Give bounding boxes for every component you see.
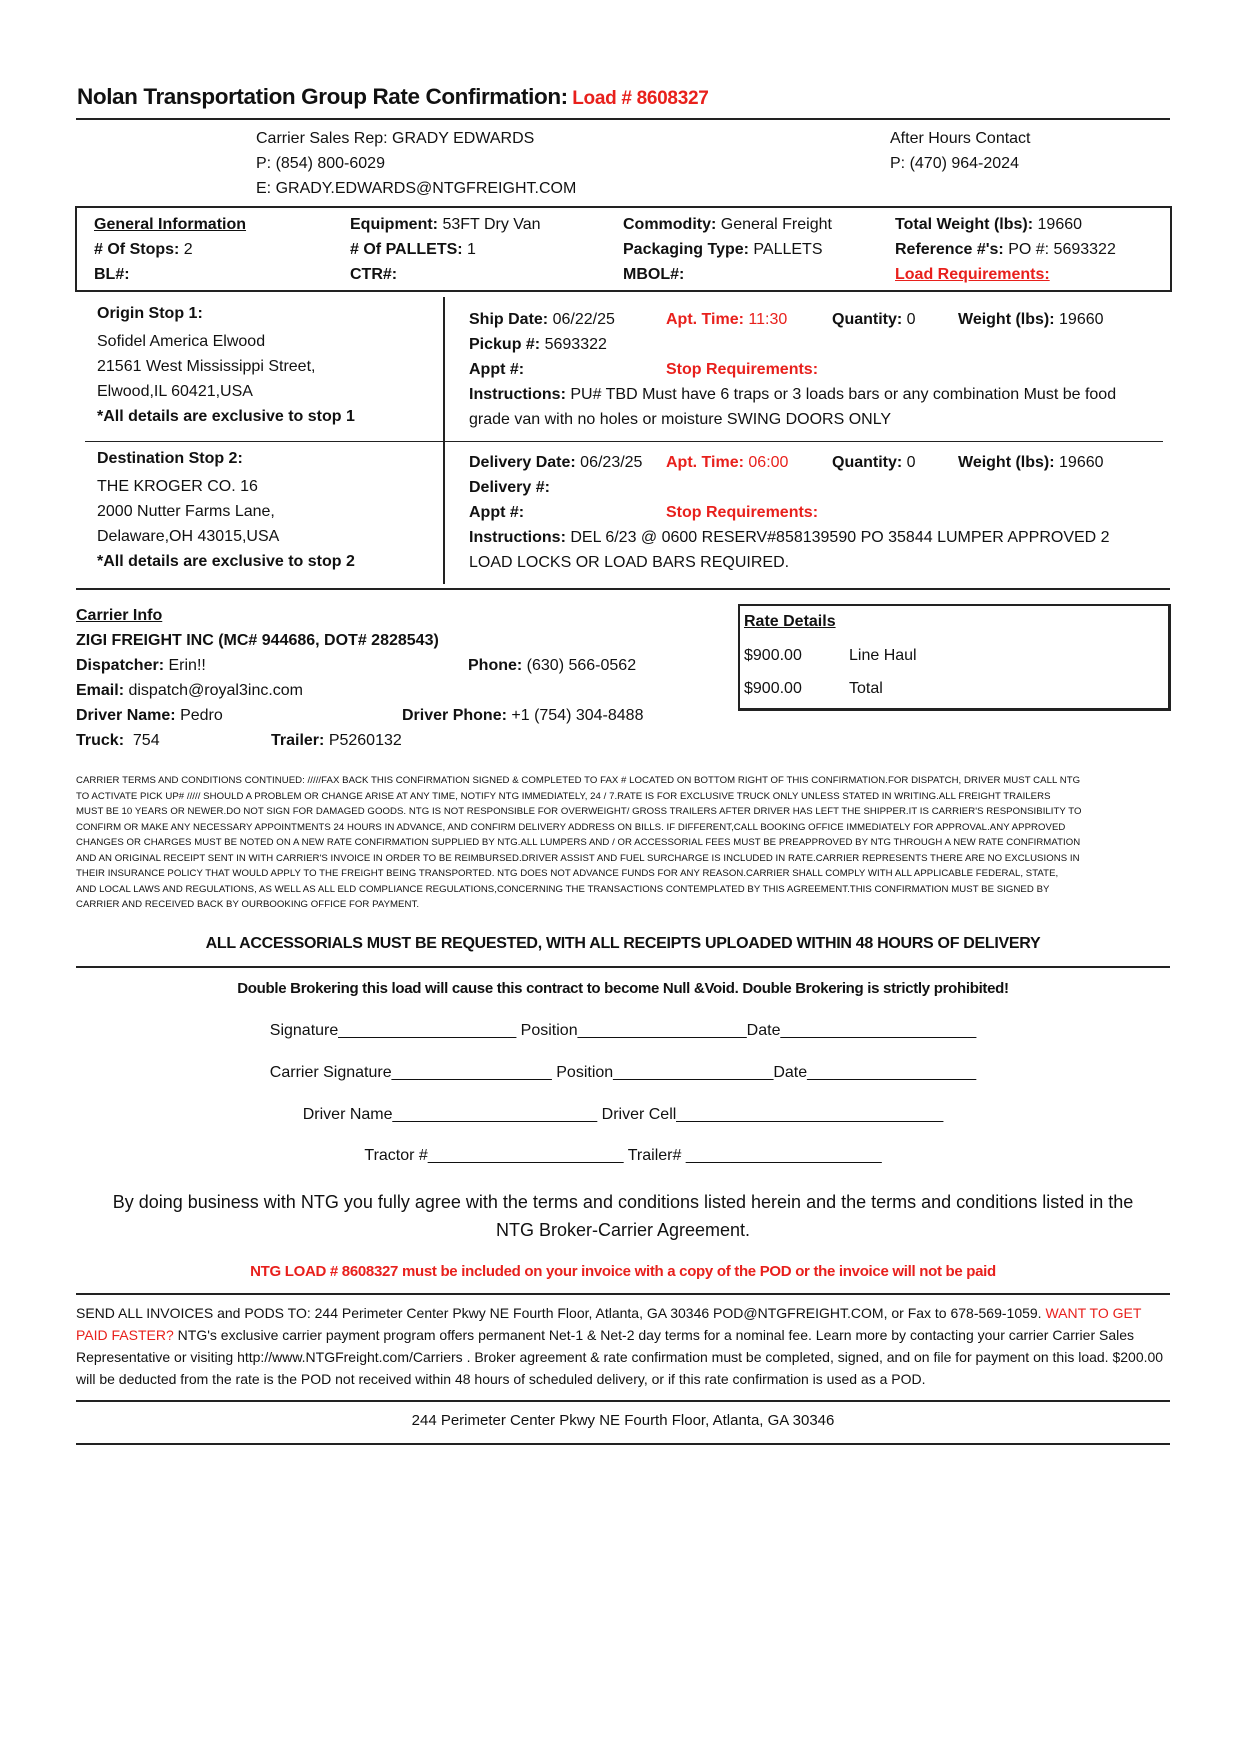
title-rule [76, 118, 1170, 120]
commodity-value: General Freight [720, 216, 832, 233]
invoicing-part1: SEND ALL INVOICES and PODS TO: 244 Perimeter Center Pkwy NE Fourth Floor, Atlanta, GA 30346 POD@NTGFREIGHT.COM, or Fax to 678-569-1059. [76, 1305, 1042, 1321]
truck-label: Truck: [76, 732, 125, 749]
destination-appt [469, 503, 524, 523]
origin-quantity [832, 310, 916, 330]
total-weight-label: Total Weight (lbs): [895, 216, 1034, 233]
carrier-name: ZIGI FREIGHT INC (MC# 944686, DOT# 2828543) [76, 632, 439, 649]
delivery-date-label: Delivery Date: [469, 454, 576, 471]
stops-field [94, 240, 193, 260]
destination-apt-value: 06:00 [748, 454, 789, 471]
commodity-field [623, 215, 832, 235]
destination-instructions-line1: DEL 6/23 @ 0600 RESERV#858139590 PO 35844 LUMPER APPROVED 2 [570, 529, 1110, 546]
destination-city: Delaware,OH 43015,USA [97, 528, 280, 545]
invoicing-instructions [76, 1302, 1170, 1390]
origin-apt-value: 11:30 [748, 311, 788, 328]
destination-weight-value: 19660 [1059, 454, 1104, 471]
footer-top-rule [76, 1400, 1170, 1402]
dispatcher-label: Dispatcher: [76, 657, 165, 674]
agreement-line2: NTG Broker-Carrier Agreement. [495, 1220, 751, 1240]
carrier-sales-rep: Carrier Sales Rep: GRADY EDWARDS [256, 130, 535, 147]
after-hours-phone: P: (470) 964-2024 [890, 155, 1019, 172]
origin-weight-value: 19660 [1059, 311, 1104, 328]
pallets-field [350, 240, 476, 260]
terms-line: THEIR INSURANCE POLICY THAT WOULD APPLY TO THE FREIGHT BEING TRANSPORTED. NTG DOES NOT ADVANCE FUNDS FOR ANY REASON.CARRIER SHALL COMPLY WITH ALL APPLICABLE FEDERAL, STATE, [76, 868, 1059, 879]
stops-label: # Of Stops: [94, 241, 180, 258]
rep-email[interactable]: E: GRADY.EDWARDS@NTGFREIGHT.COM [256, 180, 577, 197]
origin-weight [958, 310, 1104, 330]
invoice-rule [76, 1293, 1170, 1295]
line-haul-amount: $900.00 [744, 647, 802, 664]
total-weight-field [895, 215, 1082, 235]
reference-field [895, 240, 1116, 260]
destination-street: 2000 Nutter Farms Lane, [97, 503, 275, 520]
destination-weight [958, 453, 1104, 473]
destination-instructions-line2: LOAD LOCKS OR LOAD BARS REQUIRED. [469, 554, 790, 571]
total-label: Total [849, 680, 883, 697]
ctr-label: CTR#: [350, 266, 398, 283]
pickup-number-value: 5693322 [544, 336, 607, 353]
origin-name: Sofidel America Elwood [97, 333, 266, 350]
commodity-label: Commodity: [623, 216, 717, 233]
destination-instructions-label: Instructions: [469, 529, 566, 546]
carrier-phone-label: Phone: [468, 657, 523, 674]
delivery-date-value: 06/23/25 [580, 454, 643, 471]
delivery-number [469, 478, 550, 498]
invoicing-part2: NTG's exclusive carrier payment program offers permanent Net-1 & Net-2 day terms for a nominal fee. Learn more by contacting your carrier Carrier Sales Representative or visiting http://www.NTGFreight.com/Carriers . Broker agreement & rate confirmation must be completed, signed, and on file for payment on this load. $200.00 will be deducted from the rate is the POD not received within 48 hours of scheduled delivery, or if this rate confirmation is used as a POD. [76, 1327, 1164, 1387]
driver-phone-value: +1 (754) 304-8488 [511, 707, 644, 724]
delivery-date-field [469, 453, 642, 473]
pickup-number [469, 335, 607, 355]
destination-instructions [469, 528, 1110, 548]
origin-quantity-value: 0 [906, 311, 916, 328]
total-amount: $900.00 [744, 680, 802, 697]
destination-exclusive-note: *All details are exclusive to stop 2 [97, 553, 355, 570]
origin-weight-label: Weight (lbs): [958, 311, 1055, 328]
after-hours-label: After Hours Contact [890, 130, 1031, 147]
equipment-field [350, 215, 541, 235]
mbol-label: MBOL#: [623, 266, 685, 283]
trailer-label: Trailer: [271, 732, 325, 749]
carrier-info-heading: Carrier Info [76, 607, 163, 624]
terms-line: CONFIRM OR MAKE ANY NECESSARY APPOINTMENTS 24 HOURS IN ADVANCE, AND CONFIRM DELIVERY ADDRESS ON BILLS. IF DIFFERENT,CALL BOOKING OFFICE IMMEDIATELY FOR APPROVAL.ANY APPROVED [76, 821, 1066, 833]
agreement-text [76, 1188, 1170, 1244]
origin-appt-label: Appt #: [469, 361, 525, 378]
line-haul-label: Line Haul [849, 647, 917, 664]
equipment-label: Equipment: [350, 216, 438, 233]
origin-exclusive-note: *All details are exclusive to stop 1 [97, 408, 355, 425]
packaging-value: PALLETS [753, 241, 823, 258]
origin-stop-requirements: Stop Requirements: [666, 361, 819, 378]
delivery-number-label: Delivery #: [469, 479, 550, 496]
carrier-phone-value: (630) 566-0562 [526, 657, 637, 674]
destination-quantity [832, 453, 916, 473]
carrier-email-field [76, 681, 303, 701]
bl-field [94, 265, 130, 285]
origin-apt-time [666, 310, 787, 330]
destination-apt-label: Apt. Time: [666, 454, 744, 471]
carrier-email-label: Email: [76, 682, 125, 699]
footer-bottom-rule [76, 1443, 1170, 1445]
ship-date-value: 06/22/25 [552, 311, 615, 328]
carrier-phone-field [468, 656, 636, 676]
origin-stop-heading: Origin Stop 1: [97, 305, 203, 322]
driver-line[interactable]: Driver Name_______________________ Driver Cell______________________________ [302, 1106, 944, 1123]
stops-bottom-rule [76, 588, 1170, 590]
truck-value: 754 [132, 732, 160, 749]
origin-instructions [469, 385, 1116, 405]
title-text: Nolan Transportation Group Rate Confirmation: [77, 84, 568, 109]
driver-name-field [76, 706, 223, 726]
stops-separator [85, 441, 1163, 442]
origin-quantity-label: Quantity: [832, 311, 903, 328]
destination-weight-label: Weight (lbs): [958, 454, 1055, 471]
double-brokering-notice: Double Brokering this load will cause this contract to become Null &Void. Double Brokering is strictly prohibited! [237, 980, 1009, 997]
origin-street: 21561 West Mississippi Street, [97, 358, 316, 375]
ctr-field [350, 265, 397, 285]
mbol-field [623, 265, 684, 285]
terms-and-conditions [76, 773, 1170, 913]
origin-appt [469, 360, 524, 380]
rate-details-heading: Rate Details [744, 613, 836, 630]
ship-date-field [469, 310, 615, 330]
bl-label: BL#: [94, 266, 130, 283]
dispatcher-field [76, 656, 206, 676]
terms-line: TO ACTIVATE PICK UP# ///// SHOULD A PROBLEM OR CHANGE ARISE AT ANY TIME, NOTIFY NTG IMMEDIATELY, 24 / 7.RATE IS FOR EXCLUSIVE TRUCK ONLY UNLESS STATED IN WRITING.ALL FREIGHT TRAILERS [76, 790, 1051, 802]
origin-instructions-line2: grade van with no holes or moisture SWING DOORS ONLY [469, 411, 892, 428]
reference-value: PO #: 5693322 [1008, 241, 1116, 258]
truck-field [76, 731, 160, 751]
destination-appt-label: Appt #: [469, 504, 525, 521]
origin-apt-label: Apt. Time: [666, 311, 744, 328]
trailer-field [271, 731, 402, 751]
equipment-value: 53FT Dry Van [442, 216, 541, 233]
signature-line[interactable]: Signature____________________ Position___________________Date______________________ [269, 1022, 977, 1039]
general-info-heading: General Information [94, 216, 247, 233]
ship-date-label: Ship Date: [469, 311, 549, 328]
packaging-label: Packaging Type: [623, 241, 749, 258]
driver-phone-label: Driver Phone: [402, 707, 507, 724]
tractor-trailer-line[interactable]: Tractor #______________________ Trailer# ______________________ [364, 1147, 882, 1164]
destination-quantity-value: 0 [906, 454, 916, 471]
carrier-email-value[interactable]: dispatch@royal3inc.com [128, 682, 304, 699]
get-paid-faster: WANT TO GET PAID FASTER? [76, 1305, 1142, 1343]
reference-label: Reference #'s: [895, 241, 1004, 258]
trailer-value: P5260132 [328, 732, 402, 749]
packaging-field [623, 240, 823, 260]
footer-address: 244 Perimeter Center Pkwy NE Fourth Floor, Atlanta, GA 30346 [411, 1412, 835, 1429]
destination-stop-requirements: Stop Requirements: [666, 504, 819, 521]
destination-stop-heading: Destination Stop 2: [97, 450, 243, 467]
driver-name-label: Driver Name: [76, 707, 176, 724]
agreement-line1: By doing business with NTG you fully agree with the terms and conditions listed herein and the terms and conditions listed in the [112, 1192, 1134, 1212]
load-number: Load # 8608327 [572, 88, 709, 109]
terms-line: CARRIER AND RECEIVED BACK BY OURBOOKING OFFICE FOR PAYMENT. [76, 899, 420, 910]
rep-phone: P: (854) 800-6029 [256, 155, 385, 172]
pickup-number-label: Pickup #: [469, 336, 541, 353]
pallets-label: # Of PALLETS: [350, 241, 463, 258]
terms-line: AND AN ORIGINAL RECEIPT SENT IN WITH CARRIER'S INVOICE IN ORDER TO BE REIMBURSED.DRIVER ASSIST AND FUEL SURCHARGE IS INCLUDED IN RATE.CARRIER REPRESENTS THERE ARE NO EXCLUSIONS IN [76, 852, 1080, 864]
notice-rule [76, 966, 1170, 968]
invoice-notice: NTG LOAD # 8608327 must be included on your invoice with a copy of the POD or the invoice will not be paid [250, 1263, 996, 1280]
terms-line: CARRIER TERMS AND CONDITIONS CONTINUED: /////FAX BACK THIS CONFIRMATION SIGNED & COMPLETED TO FAX # LOCATED ON BOTTOM RIGHT OF THIS CONFIRMATION.FOR DISPATCH, DRIVER MUST CALL NTG [76, 775, 1081, 786]
destination-quantity-label: Quantity: [832, 454, 903, 471]
dispatcher-value: Erin!! [168, 657, 206, 674]
pallets-value: 1 [467, 241, 476, 258]
page-title [77, 84, 709, 110]
carrier-signature-line[interactable]: Carrier Signature__________________ Position__________________Date___________________ [269, 1064, 977, 1081]
terms-line: CHANGES OR CHARGES MUST BE NOTED ON A NEW RATE CONFIRMATION SUPPLIED BY NTG.ALL LUMPERS AND / OR ACCESSORIAL FEES MUST BE PREAPPROVED BY NTG THROUGH A NEW RATE CONFIRMATION [76, 837, 1081, 848]
load-requirements-link[interactable]: Load Requirements: [895, 266, 1050, 283]
origin-city: Elwood,IL 60421,USA [97, 383, 253, 400]
driver-name-value: Pedro [180, 707, 223, 724]
destination-apt-time [666, 453, 788, 473]
origin-instructions-line1: PU# TBD Must have 6 traps or 3 loads bars or any combination Must be food [570, 386, 1117, 403]
total-weight-value: 19660 [1037, 216, 1083, 233]
terms-line: AND LOCAL LAWS AND REGULATIONS, AS WELL AS ALL ELD COMPLIANCE REGULATIONS,CONCERNING THE TRANSACTIONS CONTEMPLATED BY THIS AGREEMENT.THIS CONFIRMATION MUST BE SIGNED BY [76, 883, 1050, 895]
destination-name: THE KROGER CO. 16 [97, 478, 258, 495]
accessorials-notice: ALL ACCESSORIALS MUST BE REQUESTED, WITH ALL RECEIPTS UPLOADED WITHIN 48 HOURS OF DELIVERY [205, 935, 1041, 952]
driver-phone-field [402, 706, 643, 726]
origin-instructions-label: Instructions: [469, 386, 566, 403]
stops-value: 2 [183, 241, 193, 258]
terms-line: MUST BE 10 YEARS OR NEWER.DO NOT SIGN FOR DAMAGED GOODS. NTG IS NOT RESPONSIBLE FOR OVERWEIGHT/ GROSS TRAILERS AFTER DRIVER HAS LEFT THE SHIPPER.IT IS CARRIER'S RESPONSIBILITY TO [76, 806, 1082, 817]
